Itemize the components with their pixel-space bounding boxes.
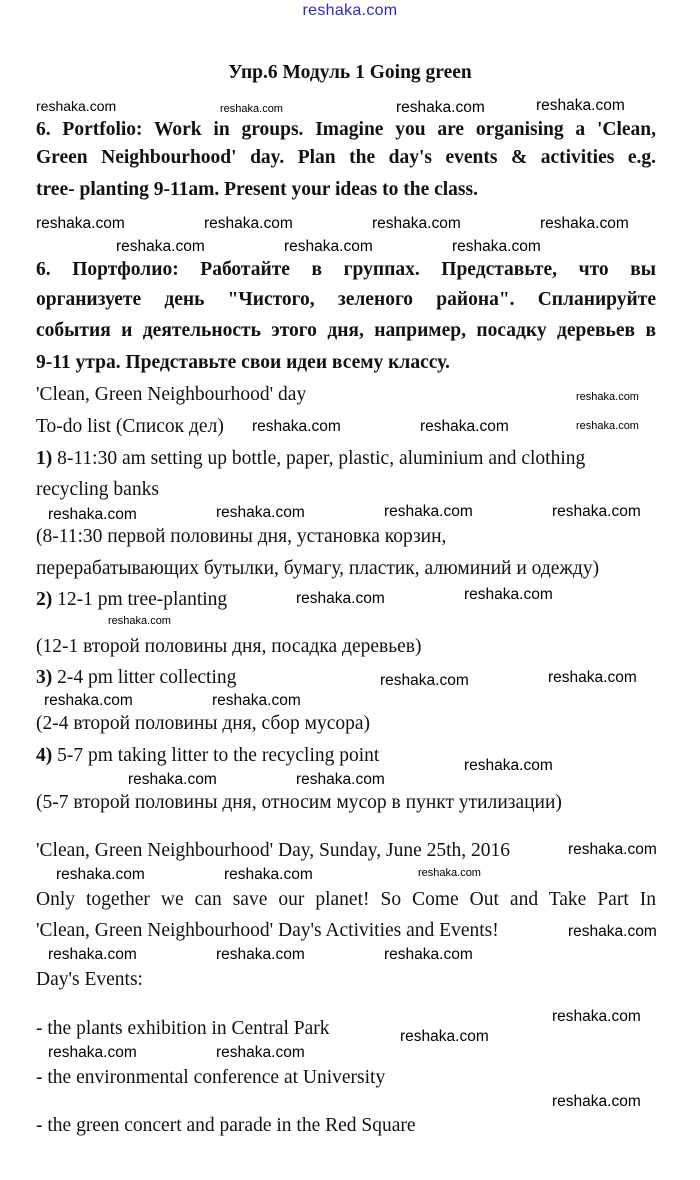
poster-title: 'Clean, Green Neighbourhood' Day, Sunday, June 25th, 2016 xyxy=(36,840,511,861)
watermark: reshaka.com xyxy=(216,946,305,963)
watermark: reshaka.com xyxy=(224,866,313,883)
watermark: reshaka.com xyxy=(252,418,341,435)
todo-item-ru: (2-4 второй половины дня, сбор мусора) xyxy=(36,713,371,734)
task-en-line: tree- planting 9-11am. Present your ideas to the class. xyxy=(36,179,478,200)
event-item: - the environmental conference at University xyxy=(36,1067,386,1088)
todo-item xyxy=(36,448,656,470)
watermark: reshaka.com xyxy=(420,418,509,435)
watermark: reshaka.com xyxy=(568,841,657,858)
watermark: reshaka.com xyxy=(396,99,485,116)
watermark: reshaka.com xyxy=(204,215,293,232)
item-text: 5-7 pm taking litter to the recycling point xyxy=(57,745,380,766)
watermark: reshaka.com xyxy=(36,215,125,232)
watermark: reshaka.com xyxy=(372,215,461,232)
poster-slogan: Only together we can save our planet! So Come Out and Take Part In xyxy=(36,889,656,910)
todo-subheading: To-do list (Список дел) xyxy=(36,416,224,437)
watermark: reshaka.com xyxy=(48,946,137,963)
todo-item xyxy=(36,745,656,767)
task-en-line: 6. Portfolio: Work in groups. Imagine you are organising a 'Clean, xyxy=(36,119,656,140)
watermark: reshaka.com xyxy=(400,1028,489,1045)
event-item: - the green concert and parade in the Red Square xyxy=(36,1115,416,1136)
task-ru-line: 9-11 утра. Представьте свои идеи всему классу. xyxy=(36,352,450,373)
events-label: Day's Events: xyxy=(36,969,143,990)
task-ru-line: 6. Портфолио: Работайте в группах. Представьте, что вы xyxy=(36,259,656,280)
watermark: reshaka.com xyxy=(552,1093,641,1110)
watermark: reshaka.com xyxy=(452,238,541,255)
watermark: reshaka.com xyxy=(380,672,469,689)
item-text: 8-11:30 am setting up bottle, paper, plastic, aluminium and clothing xyxy=(57,448,586,469)
watermark: reshaka.com xyxy=(384,503,473,520)
watermark: reshaka.com xyxy=(220,103,283,115)
todo-item-ru: (5-7 второй половины дня, относим мусор в пункт утилизации) xyxy=(36,792,562,813)
item-number: 3) xyxy=(36,667,53,688)
watermark: reshaka.com xyxy=(548,669,637,686)
watermark: reshaka.com xyxy=(116,238,205,255)
poster-slogan: 'Clean, Green Neighbourhood' Day's Activities and Events! xyxy=(36,920,499,941)
watermark: reshaka.com xyxy=(296,590,385,607)
todo-item-cont: recycling banks xyxy=(36,479,159,500)
task-ru-line: организуете день "Чистого, зеленого района". Спланируйте xyxy=(36,289,656,310)
watermark: reshaka.com xyxy=(48,1044,137,1061)
watermark: reshaka.com xyxy=(216,1044,305,1061)
watermark: reshaka.com xyxy=(576,391,639,403)
watermark: reshaka.com xyxy=(212,692,301,709)
watermark: reshaka.com xyxy=(44,692,133,709)
event-item: - the plants exhibition in Central Park xyxy=(36,1018,330,1039)
watermark: reshaka.com xyxy=(128,771,217,788)
item-number: 2) xyxy=(36,589,53,610)
watermark: reshaka.com xyxy=(108,615,171,627)
watermark: reshaka.com xyxy=(284,238,373,255)
watermark: reshaka.com xyxy=(464,757,553,774)
item-text: 12-1 pm tree-planting xyxy=(57,589,228,610)
todo-item-ru: перерабатывающих бутылки, бумагу, пластик, алюминий и одежду) xyxy=(36,558,600,579)
site-link[interactable]: reshaka.com xyxy=(302,2,398,19)
watermark: reshaka.com xyxy=(418,867,481,879)
watermark: reshaka.com xyxy=(296,771,385,788)
watermark: reshaka.com xyxy=(552,1008,641,1025)
item-text: 2-4 pm litter collecting xyxy=(57,667,237,688)
watermark: reshaka.com xyxy=(48,506,137,523)
task-ru-line: события и деятельность этого дня, например, посадку деревьев в xyxy=(36,320,656,341)
watermark: reshaka.com xyxy=(216,504,305,521)
page-title: Упр.6 Модуль 1 Going green xyxy=(228,62,472,83)
watermark: reshaka.com xyxy=(464,586,553,603)
todo-heading: 'Clean, Green Neighbourhood' day xyxy=(36,384,307,405)
watermark: reshaka.com xyxy=(540,215,629,232)
watermark: reshaka.com xyxy=(536,97,625,114)
item-number: 4) xyxy=(36,745,53,766)
watermark: reshaka.com xyxy=(552,503,641,520)
todo-item-ru: (8-11:30 первой половины дня, установка корзин, xyxy=(36,526,447,547)
todo-item-ru: (12-1 второй половины дня, посадка деревьев) xyxy=(36,636,422,657)
watermark: reshaka.com xyxy=(576,420,639,432)
watermark: reshaka.com xyxy=(568,923,657,940)
watermark: reshaka.com xyxy=(36,98,117,114)
task-en-line: Green Neighbourhood' day. Plan the day's events & activities e.g. xyxy=(36,147,656,168)
watermark: reshaka.com xyxy=(384,946,473,963)
watermark: reshaka.com xyxy=(56,866,145,883)
item-number: 1) xyxy=(36,448,53,469)
